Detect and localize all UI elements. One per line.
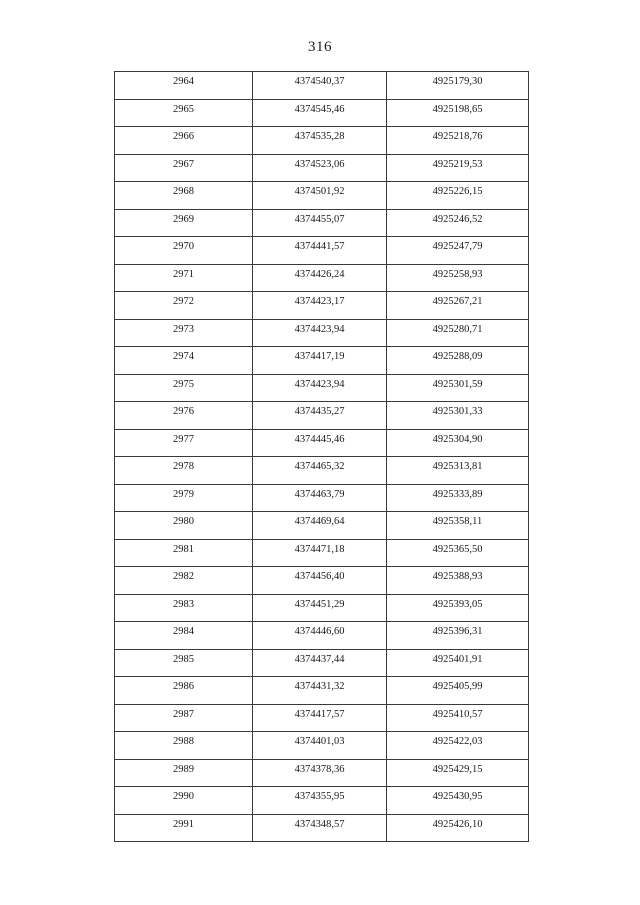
x-coordinate-cell: 4374501,92 [253, 182, 387, 210]
x-coordinate-cell: 4374523,06 [253, 154, 387, 182]
point-number-cell: 2978 [115, 457, 253, 485]
y-coordinate-cell: 4925304,90 [387, 429, 529, 457]
x-coordinate-cell: 4374469,64 [253, 512, 387, 540]
table-row [115, 319, 529, 347]
y-coordinate-cell: 4925365,50 [387, 539, 529, 567]
point-number-cell: 2980 [115, 512, 253, 540]
table-row [115, 237, 529, 265]
point-number-cell: 2989 [115, 759, 253, 787]
point-number-cell: 2991 [115, 814, 253, 842]
point-number-cell: 2968 [115, 182, 253, 210]
point-number-cell: 2984 [115, 622, 253, 650]
x-coordinate-cell: 4374437,44 [253, 649, 387, 677]
x-coordinate-cell: 4374451,29 [253, 594, 387, 622]
point-number-cell: 2981 [115, 539, 253, 567]
x-coordinate-cell: 4374348,57 [253, 814, 387, 842]
point-number-cell: 2983 [115, 594, 253, 622]
x-coordinate-cell: 4374441,57 [253, 237, 387, 265]
y-coordinate-cell: 4925219,53 [387, 154, 529, 182]
x-coordinate-cell: 4374417,57 [253, 704, 387, 732]
point-number-cell: 2982 [115, 567, 253, 595]
y-coordinate-cell: 4925301,33 [387, 402, 529, 430]
table-row [115, 264, 529, 292]
y-coordinate-cell: 4925333,89 [387, 484, 529, 512]
y-coordinate-cell: 4925258,93 [387, 264, 529, 292]
x-coordinate-cell: 4374401,03 [253, 732, 387, 760]
point-number-cell: 2970 [115, 237, 253, 265]
point-number-cell: 2966 [115, 127, 253, 155]
table-row [115, 402, 529, 430]
point-number-cell: 2990 [115, 787, 253, 815]
y-coordinate-cell: 4925246,52 [387, 209, 529, 237]
y-coordinate-cell: 4925313,81 [387, 457, 529, 485]
point-number-cell: 2987 [115, 704, 253, 732]
y-coordinate-cell: 4925218,76 [387, 127, 529, 155]
table-row [115, 347, 529, 375]
y-coordinate-cell: 4925430,95 [387, 787, 529, 815]
y-coordinate-cell: 4925393,05 [387, 594, 529, 622]
y-coordinate-cell: 4925358,11 [387, 512, 529, 540]
table-row [115, 154, 529, 182]
x-coordinate-cell: 4374435,27 [253, 402, 387, 430]
table-row [115, 484, 529, 512]
table-row [115, 182, 529, 210]
x-coordinate-cell: 4374465,32 [253, 457, 387, 485]
point-number-cell: 2979 [115, 484, 253, 512]
y-coordinate-cell: 4925280,71 [387, 319, 529, 347]
table-row [115, 787, 529, 815]
table-row [115, 622, 529, 650]
table-row [115, 594, 529, 622]
table-row [115, 704, 529, 732]
table-row [115, 732, 529, 760]
y-coordinate-cell: 4925405,99 [387, 677, 529, 705]
x-coordinate-cell: 4374431,32 [253, 677, 387, 705]
table-row [115, 374, 529, 402]
y-coordinate-cell: 4925198,65 [387, 99, 529, 127]
point-number-cell: 2986 [115, 677, 253, 705]
y-coordinate-cell: 4925247,79 [387, 237, 529, 265]
point-number-cell: 2972 [115, 292, 253, 320]
x-coordinate-cell: 4374378,36 [253, 759, 387, 787]
page-number: 316 [308, 39, 332, 55]
point-number-cell: 2974 [115, 347, 253, 375]
x-coordinate-cell: 4374455,07 [253, 209, 387, 237]
table-row [115, 512, 529, 540]
point-number-cell: 2965 [115, 99, 253, 127]
y-coordinate-cell: 4925288,09 [387, 347, 529, 375]
y-coordinate-cell: 4925226,15 [387, 182, 529, 210]
point-number-cell: 2964 [115, 72, 253, 100]
table-row [115, 539, 529, 567]
y-coordinate-cell: 4925396,31 [387, 622, 529, 650]
point-number-cell: 2985 [115, 649, 253, 677]
y-coordinate-cell: 4925401,91 [387, 649, 529, 677]
y-coordinate-cell: 4925429,15 [387, 759, 529, 787]
table-row [115, 292, 529, 320]
x-coordinate-cell: 4374456,40 [253, 567, 387, 595]
table-row [115, 72, 529, 100]
table-row [115, 127, 529, 155]
table-row [115, 429, 529, 457]
table-row [115, 649, 529, 677]
point-number-cell: 2969 [115, 209, 253, 237]
y-coordinate-cell: 4925179,30 [387, 72, 529, 100]
y-coordinate-cell: 4925426,10 [387, 814, 529, 842]
point-number-cell: 2988 [115, 732, 253, 760]
table-row [115, 99, 529, 127]
point-number-cell: 2977 [115, 429, 253, 457]
x-coordinate-cell: 4374463,79 [253, 484, 387, 512]
x-coordinate-cell: 4374471,18 [253, 539, 387, 567]
y-coordinate-cell: 4925301,59 [387, 374, 529, 402]
x-coordinate-cell: 4374423,94 [253, 319, 387, 347]
y-coordinate-cell: 4925410,57 [387, 704, 529, 732]
y-coordinate-cell: 4925388,93 [387, 567, 529, 595]
table-row [115, 814, 529, 842]
table-row [115, 567, 529, 595]
x-coordinate-cell: 4374540,37 [253, 72, 387, 100]
table-row [115, 209, 529, 237]
x-coordinate-cell: 4374445,46 [253, 429, 387, 457]
x-coordinate-cell: 4374545,46 [253, 99, 387, 127]
point-number-cell: 2976 [115, 402, 253, 430]
point-number-cell: 2971 [115, 264, 253, 292]
coordinates-table [114, 71, 529, 842]
x-coordinate-cell: 4374423,17 [253, 292, 387, 320]
table-row [115, 677, 529, 705]
point-number-cell: 2975 [115, 374, 253, 402]
table-row [115, 759, 529, 787]
x-coordinate-cell: 4374535,28 [253, 127, 387, 155]
y-coordinate-cell: 4925422,03 [387, 732, 529, 760]
table-row [115, 457, 529, 485]
coordinates-table-body [115, 72, 529, 842]
point-number-cell: 2967 [115, 154, 253, 182]
x-coordinate-cell: 4374355,95 [253, 787, 387, 815]
y-coordinate-cell: 4925267,21 [387, 292, 529, 320]
x-coordinate-cell: 4374426,24 [253, 264, 387, 292]
x-coordinate-cell: 4374446,60 [253, 622, 387, 650]
point-number-cell: 2973 [115, 319, 253, 347]
x-coordinate-cell: 4374423,94 [253, 374, 387, 402]
x-coordinate-cell: 4374417,19 [253, 347, 387, 375]
